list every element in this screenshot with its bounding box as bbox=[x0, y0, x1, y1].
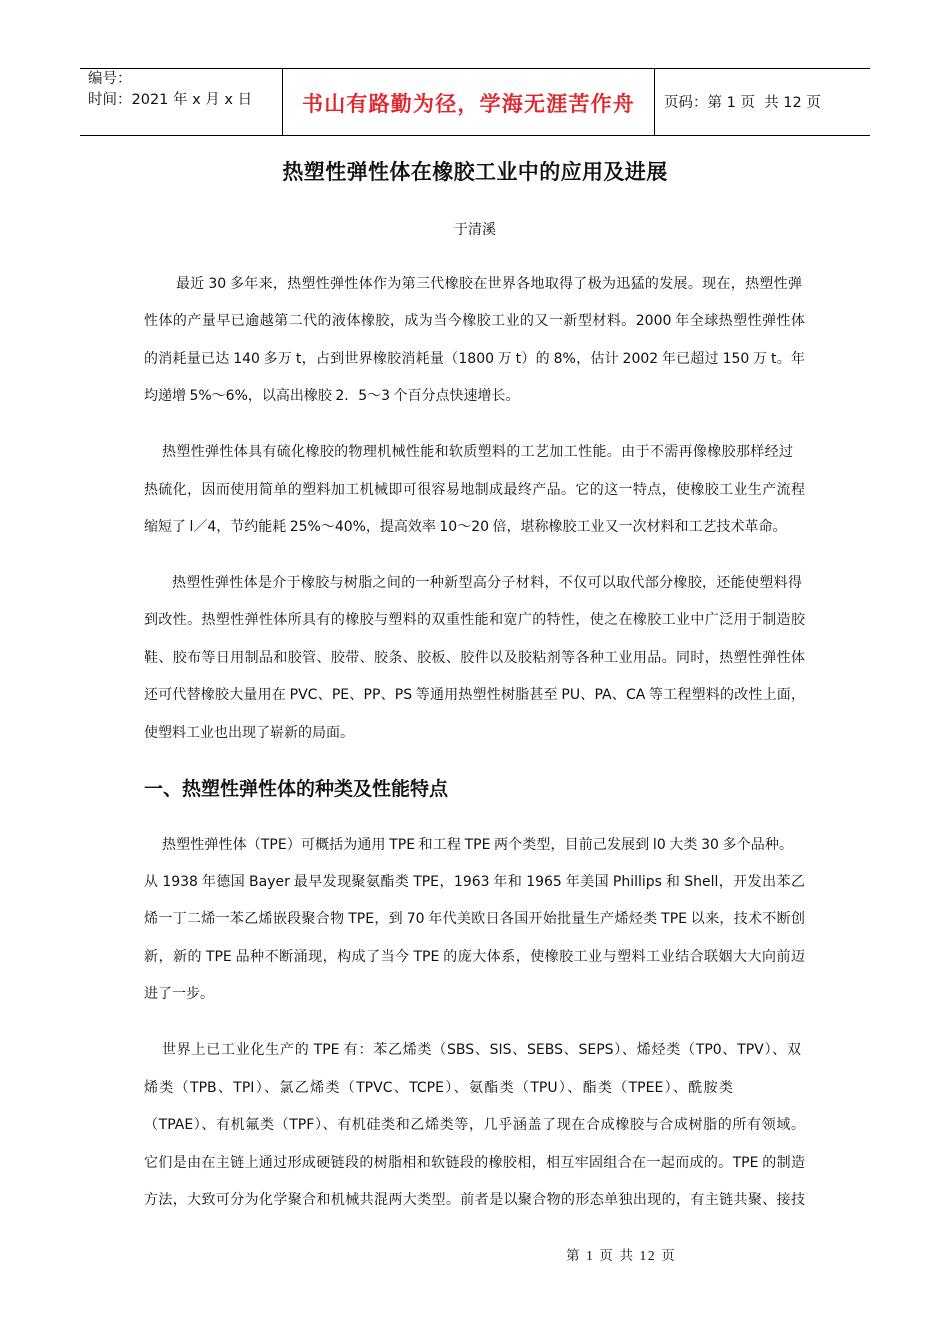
paragraph-line: 缩短了 l／4，节约能耗 25%～40%，提高效率 10～20 倍，堪称橡胶工业又一次材料和工艺技术革命。 bbox=[144, 519, 787, 536]
paragraph-line: 世界上已工业化生产的 TPE 有：苯乙烯类（SBS、SIS、SEBS、SEPS）、烯烃类（TP0、TPV）、双 bbox=[162, 1042, 801, 1059]
paragraph-line: 烯类（TPB、TPI）、氯乙烯类（TPVC、TCPE）、氨酯类（TPU）、酯类（TPEE）、酰胺类 bbox=[144, 1079, 733, 1096]
paragraph-line: （TPAE）、有机氟类（TPF）、有机硅类和乙烯类等，几乎涵盖了现在合成橡胶与合成树脂的所有领域。 bbox=[144, 1117, 805, 1134]
paragraph-line: 从 1938 年德国 Bayer 最早发现聚氨酯类 TPE，1963 年和 1965 年美国 Phillips 和 Shell，开发出苯乙 bbox=[144, 874, 805, 891]
intro-paragraph-3 bbox=[144, 565, 805, 752]
intro-paragraph-2 bbox=[144, 434, 805, 546]
document-title: 热塑性弹性体在橡胶工业中的应用及进展 bbox=[282, 160, 668, 184]
intro-paragraph-1 bbox=[144, 266, 805, 416]
paragraph-line: 鞋、胶布等日用制品和胶管、胶带、胶条、胶板、胶件以及胶粘剂等各种工业用品。同时，热塑性弹性体 bbox=[144, 649, 805, 666]
paragraph-line: 热塑性弹性体是介于橡胶与树脂之间的一种新型高分子材料，不仅可以取代部分橡胶，还能使塑料得 bbox=[172, 575, 802, 592]
paragraph-line: 热塑性弹性体具有硫化橡胶的物理机械性能和软质塑料的工艺加工性能。由于不需再像橡胶那样经过 bbox=[162, 444, 793, 461]
paragraph-line: 热硫化，因而使用简单的塑料加工机械即可很容易地制成最终产品。它的这一特点，使橡胶工业生产流程 bbox=[144, 481, 805, 498]
paragraph-line: 均递增 5%～6%，以高出橡胶 2．5～3 个百分点快速增长。 bbox=[144, 388, 520, 405]
header-motto: 书山有路勤为径，学海无涯苦作舟 bbox=[302, 92, 635, 116]
paragraph-line: 它们是由在主链上通过形成硬链段的树脂相和软链段的橡胶相，相互牢固组合在一起而成的。TPE 的制造 bbox=[144, 1154, 805, 1171]
paragraph-line: 烯一丁二烯一苯乙烯嵌段聚合物 TPE，到 70 年代美欧日各国开始批量生产烯烃类 TPE 以来，技术不断创 bbox=[144, 911, 805, 928]
paragraph-line: 还可代替橡胶大量用在 PVC、PE、PP、PS 等通用热塑性树脂甚至 PU、PA、CA 等工程塑料的改性上面， bbox=[144, 687, 805, 704]
header-page-info: 页码：第 1 页 共 12 页 bbox=[664, 95, 821, 111]
paragraph-line: 的消耗量已达 140 多万 t，占到世界橡胶消耗量（1800 万 t）的 8%，估计 2002 年已超过 150 万 t。年 bbox=[144, 350, 805, 367]
page-footer: 第 1 页 共 12 页 bbox=[566, 1248, 677, 1263]
paragraph-line: 方法，大致可分为化学聚合和机械共混两大类型。前者是以聚合物的形态单独出现的，有主链共聚、接技 bbox=[144, 1191, 805, 1208]
header-motto-cell bbox=[282, 69, 655, 135]
section-1-paragraph-2 bbox=[144, 1032, 805, 1219]
document-time-label: 时间：2021 年 x 月 x 日 bbox=[88, 92, 253, 108]
section-heading: 一、热塑性弹性体的种类及性能特点 bbox=[144, 777, 449, 800]
header-meta-cell bbox=[80, 69, 282, 135]
paragraph-line: 到改性。热塑性弹性体所具有的橡胶与塑料的双重性能和宽广的特性，使之在橡胶工业中广泛用于制造胶 bbox=[144, 612, 805, 629]
document-body bbox=[144, 266, 805, 1238]
page-header bbox=[80, 68, 870, 136]
paragraph-line: 使塑料工业也出现了崭新的局面。 bbox=[144, 724, 354, 741]
document-number-label: 编号： bbox=[88, 71, 132, 87]
document-author: 于清溪 bbox=[454, 222, 496, 238]
paragraph-line: 新，新的 TPE 品种不断涌现，构成了当今 TPE 的庞大体系，使橡胶工业与塑料工业结合联姻大大向前迈 bbox=[144, 948, 805, 965]
paragraph-line: 热塑性弹性体（TPE）可概括为通用 TPE 和工程 TPE 两个类型，目前己发展到 l0 大类 30 多个品种。 bbox=[162, 836, 793, 853]
paragraph-line: 性体的产量早已逾越第二代的液体橡胶，成为当今橡胶工业的又一新型材料。2000 年全球热塑性弹性体 bbox=[144, 313, 805, 330]
paragraph-line: 进了一步。 bbox=[144, 986, 214, 1003]
paragraph-line: 最近 30 多年来，热塑性弹性体作为第三代橡胶在世界各地取得了极为迅猛的发展。现在，热塑性弹 bbox=[176, 276, 802, 292]
section-1-paragraph-1 bbox=[144, 827, 805, 1014]
